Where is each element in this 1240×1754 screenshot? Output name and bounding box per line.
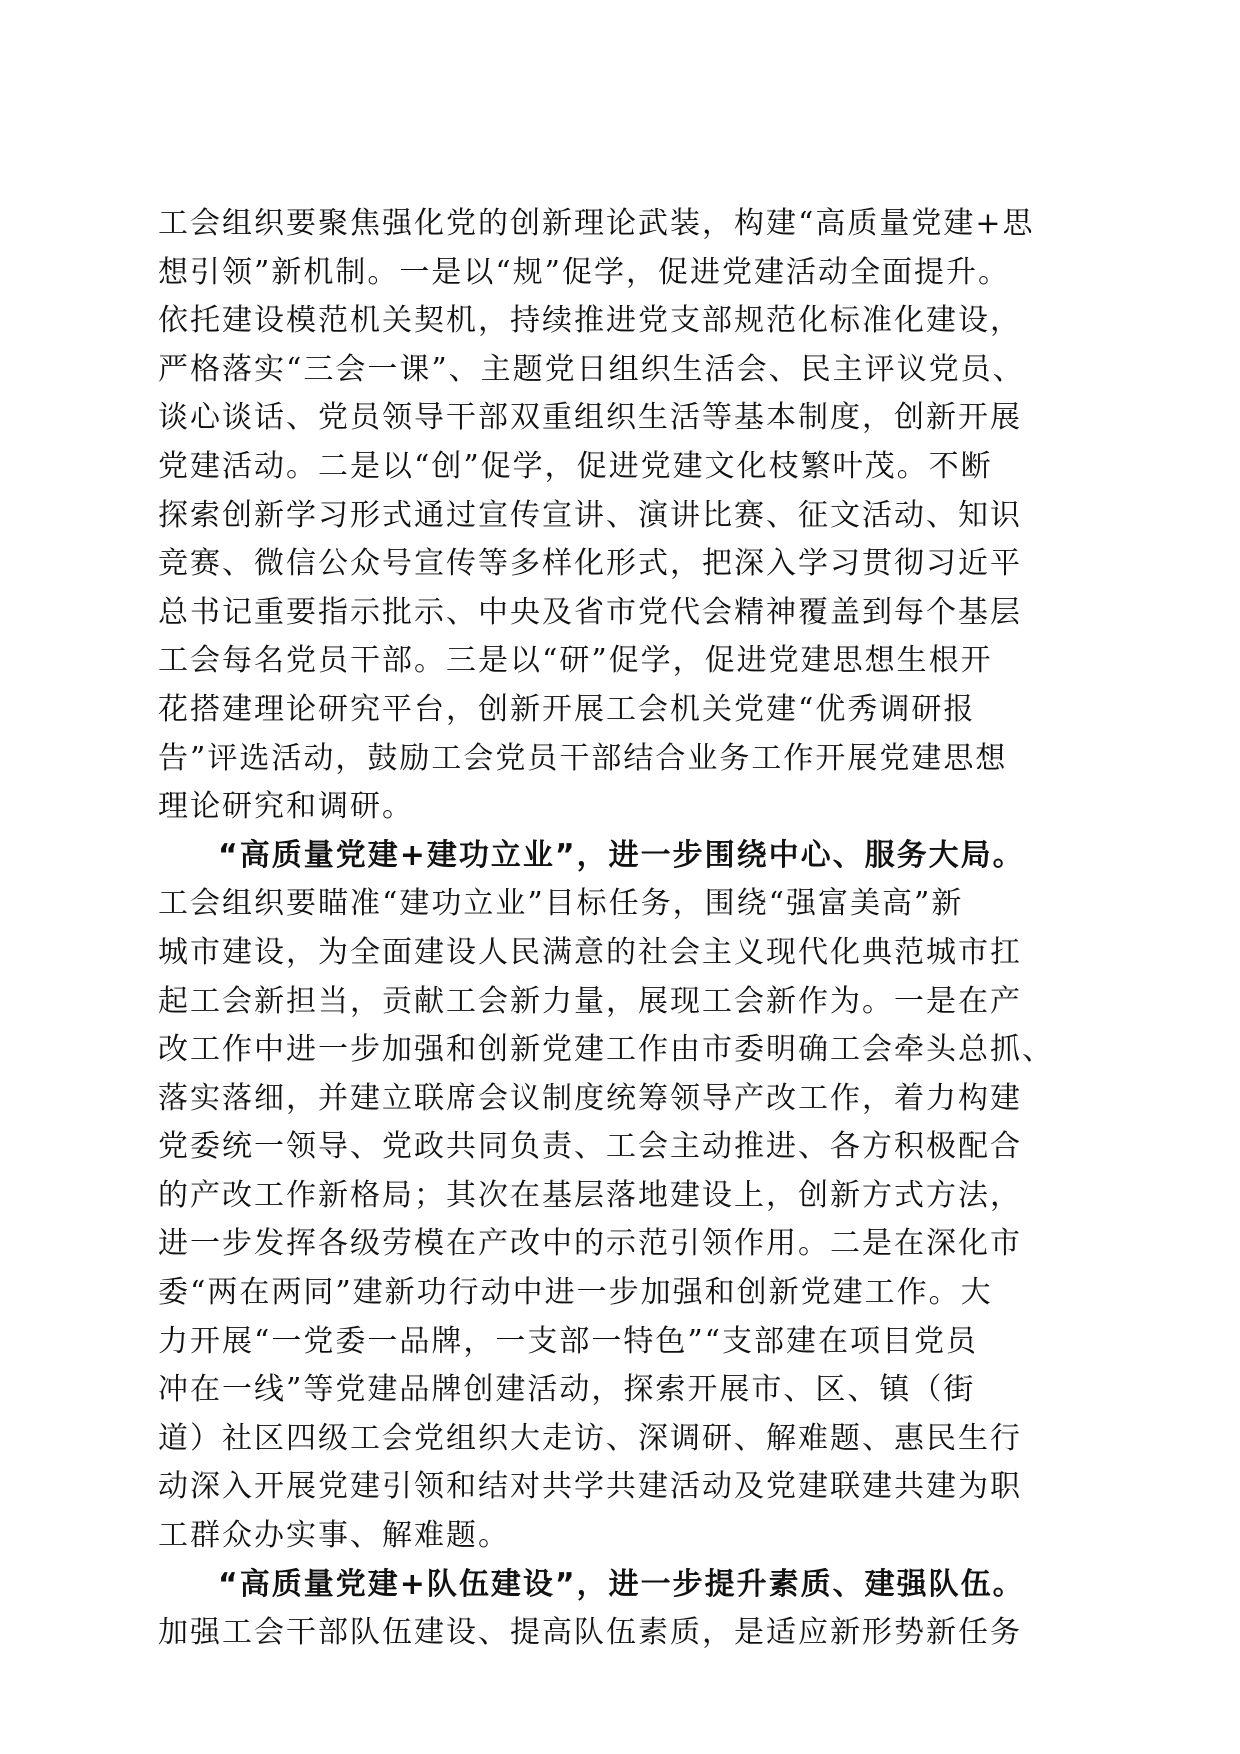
text-line: 工群众办实事、解难题。 xyxy=(158,1518,510,1554)
text-line: 党建活动。二是以“创”促学，促进党建文化枝繁叶茂。不断 xyxy=(158,448,993,484)
text-line: 依托建设模范机关契机，持续推进党支部规范化标准化建设， xyxy=(158,303,1022,339)
text-line: 工会组织要瞄准“建功立业”目标任务，围绕“强富美高”新 xyxy=(158,886,964,922)
text-line: 落实落细，并建立联席会议制度统筹领导产改工作，着力构建 xyxy=(158,1080,1022,1116)
text-line: 加强工会干部队伍建设、提高队伍素质，是适应新形势新任务 xyxy=(158,1615,1022,1651)
text-line: 起工会新担当，贡献工会新力量，展现工会新作为。一是在产 xyxy=(158,983,1022,1019)
text-line: 花搭建理论研究平台，创新开展工会机关党建“优秀调研报 xyxy=(158,691,976,727)
text-line: 严格落实“三会一课”、主题党日组织生活会、民主评议党员、 xyxy=(158,351,1025,387)
paragraph-build-merit xyxy=(158,880,1098,1560)
text-line: 的产改工作新格局；其次在基层落地建设上，创新方式方法， xyxy=(158,1177,1022,1213)
text-line: 想引领”新机制。一是以“规”促学，促进党建活动全面提升。 xyxy=(158,254,1011,290)
text-line: 冲在一线”等党建品牌创建活动，探索开展市、区、镇（街 xyxy=(158,1372,976,1408)
text-line: 道）社区四级工会党组织大走访、深调研、解难题、惠民生行 xyxy=(158,1420,1022,1456)
text-line: 工会每名党员干部。三是以“研”促学，促进党建思想生根开 xyxy=(158,643,993,679)
text-line: 城市建设，为全面建设人民满意的社会主义现代化典范城市扛 xyxy=(158,934,1022,970)
text-line: 理论研究和调研。 xyxy=(158,789,414,825)
text-line: 工会组织要聚焦强化党的创新理论武装，构建“高质量党建+思 xyxy=(158,206,1035,241)
text-line: 进一步发挥各级劳模在产改中的示范引领作用。二是在深化市 xyxy=(158,1226,1022,1262)
text-line: 总书记重要指示批示、中央及省市党代会精神覆盖到每个基层 xyxy=(158,594,1022,630)
paragraph-thought-guidance xyxy=(158,200,1098,832)
text-line: 谈心谈话、党员领导干部双重组织生活等基本制度，创新开展 xyxy=(158,400,1022,436)
text-line: 竞赛、微信公众号宣传等多样化形式，把深入学习贯彻习近平 xyxy=(158,546,1022,582)
text-line: 改工作中进一步加强和创新党建工作由市委明确工会牵头总抓、 xyxy=(158,1032,1054,1068)
text-line: 动深入开展党建引领和结对共学共建活动及党建联建共建为职 xyxy=(158,1469,1022,1505)
section-heading-team-building: “高质量党建+队伍建设”，进一步提升素质、建强队伍。 xyxy=(218,1566,1025,1602)
section-heading-build-merit: “高质量党建+建功立业”，进一步围绕中心、服务大局。 xyxy=(218,837,1025,873)
paragraph-team-building xyxy=(158,1609,1098,1658)
text-line: 告”评选活动，鼓励工会党员干部结合业务工作开展党建思想 xyxy=(158,740,1008,776)
text-line: 探索创新学习形式通过宣传宣讲、演讲比赛、征文活动、知识 xyxy=(158,497,1022,533)
text-line: 委“两在两同”建新功行动中进一步加强和创新党建工作。大 xyxy=(158,1275,993,1311)
text-line: 力开展“一党委一品牌，一支部一特色”“支部建在项目党员 xyxy=(158,1323,979,1359)
document-body xyxy=(158,200,1098,1658)
text-line: 党委统一领导、党政共同负责、工会主动推进、各方积极配合 xyxy=(158,1129,1022,1165)
